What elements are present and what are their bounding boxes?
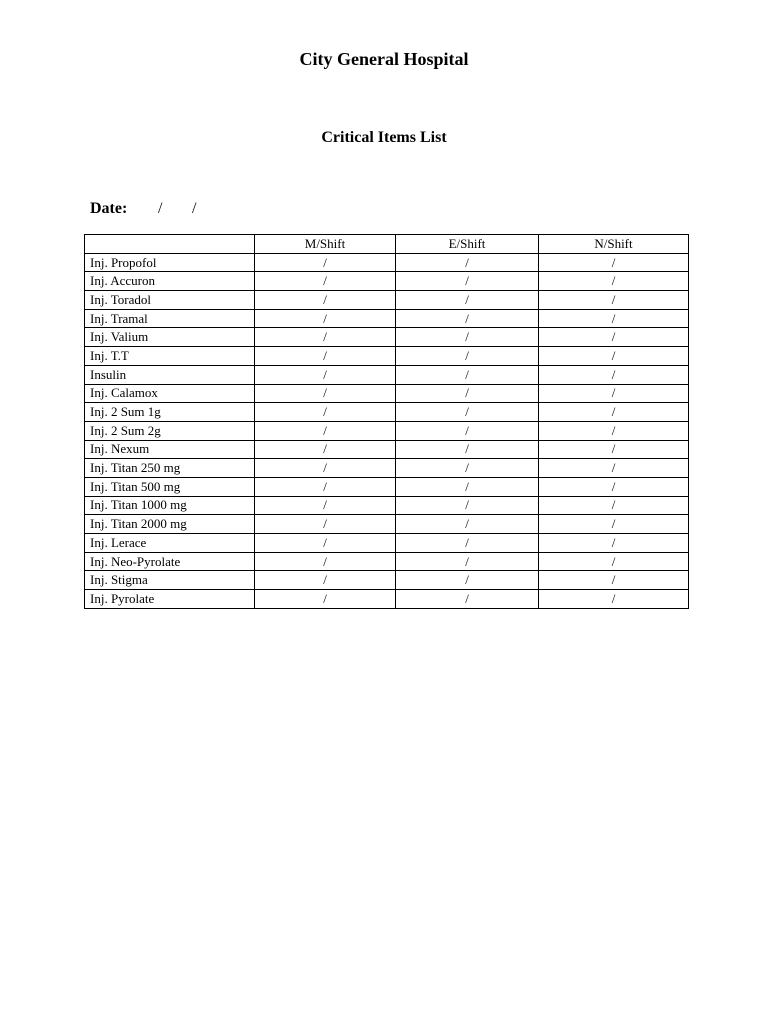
- e-shift-cell: /: [396, 328, 539, 347]
- m-shift-cell: /: [255, 403, 396, 422]
- table-row: [85, 515, 689, 534]
- n-shift-cell: /: [539, 384, 689, 403]
- table-row: [85, 384, 689, 403]
- n-shift-cell: /: [539, 403, 689, 422]
- e-shift-cell: /: [396, 459, 539, 478]
- table-header-row: [85, 235, 689, 254]
- item-name-cell: Inj. Tramal: [85, 309, 255, 328]
- table-row: [85, 440, 689, 459]
- item-name-cell: Inj. 2 Sum 1g: [85, 403, 255, 422]
- date-separator: /: [192, 200, 197, 217]
- n-shift-cell: /: [539, 571, 689, 590]
- m-shift-cell: /: [255, 496, 396, 515]
- m-shift-cell: /: [255, 365, 396, 384]
- e-shift-cell: /: [396, 477, 539, 496]
- item-name-cell: Inj. Titan 2000 mg: [85, 515, 255, 534]
- critical-items-table: [84, 234, 689, 609]
- e-shift-cell: /: [396, 534, 539, 553]
- m-shift-cell: /: [255, 459, 396, 478]
- table-row: [85, 309, 689, 328]
- n-shift-cell: /: [539, 496, 689, 515]
- e-shift-cell: /: [396, 347, 539, 366]
- header-cell-item: [85, 235, 255, 254]
- table-row: [85, 590, 689, 609]
- n-shift-cell: /: [539, 459, 689, 478]
- n-shift-cell: /: [539, 515, 689, 534]
- n-shift-cell: /: [539, 291, 689, 310]
- item-name-cell: Inj. Titan 500 mg: [85, 477, 255, 496]
- table-row: [85, 571, 689, 590]
- m-shift-cell: /: [255, 347, 396, 366]
- header-cell-m-shift: M/Shift: [255, 235, 396, 254]
- e-shift-cell: /: [396, 309, 539, 328]
- m-shift-cell: /: [255, 590, 396, 609]
- item-name-cell: Inj. Stigma: [85, 571, 255, 590]
- item-name-cell: Inj. Toradol: [85, 291, 255, 310]
- item-name-cell: Inj. Nexum: [85, 440, 255, 459]
- n-shift-cell: /: [539, 365, 689, 384]
- m-shift-cell: /: [255, 552, 396, 571]
- table-row: [85, 291, 689, 310]
- n-shift-cell: /: [539, 347, 689, 366]
- n-shift-cell: /: [539, 590, 689, 609]
- item-name-cell: Inj. Pyrolate: [85, 590, 255, 609]
- e-shift-cell: /: [396, 590, 539, 609]
- m-shift-cell: /: [255, 328, 396, 347]
- m-shift-cell: /: [255, 272, 396, 291]
- e-shift-cell: /: [396, 496, 539, 515]
- n-shift-cell: /: [539, 421, 689, 440]
- n-shift-cell: /: [539, 272, 689, 291]
- e-shift-cell: /: [396, 440, 539, 459]
- e-shift-cell: /: [396, 365, 539, 384]
- table-row: [85, 477, 689, 496]
- item-name-cell: Inj. Neo-Pyrolate: [85, 552, 255, 571]
- item-name-cell: Insulin: [85, 365, 255, 384]
- n-shift-cell: /: [539, 552, 689, 571]
- item-name-cell: Inj. Titan 250 mg: [85, 459, 255, 478]
- item-name-cell: Inj. Calamox: [85, 384, 255, 403]
- table-row: [85, 403, 689, 422]
- e-shift-cell: /: [396, 384, 539, 403]
- table-row: [85, 328, 689, 347]
- table-row: [85, 534, 689, 553]
- item-name-cell: Inj. T.T: [85, 347, 255, 366]
- e-shift-cell: /: [396, 272, 539, 291]
- header-cell-e-shift: E/Shift: [396, 235, 539, 254]
- item-name-cell: Inj. Propofol: [85, 253, 255, 272]
- item-name-cell: Inj. Titan 1000 mg: [85, 496, 255, 515]
- n-shift-cell: /: [539, 253, 689, 272]
- e-shift-cell: /: [396, 421, 539, 440]
- table-row: [85, 459, 689, 478]
- e-shift-cell: /: [396, 403, 539, 422]
- m-shift-cell: /: [255, 477, 396, 496]
- date-separator: /: [158, 200, 163, 217]
- m-shift-cell: /: [255, 309, 396, 328]
- hospital-title: City General Hospital: [299, 49, 469, 69]
- table-row: [85, 365, 689, 384]
- item-name-cell: Inj. Lerace: [85, 534, 255, 553]
- n-shift-cell: /: [539, 328, 689, 347]
- e-shift-cell: /: [396, 253, 539, 272]
- m-shift-cell: /: [255, 515, 396, 534]
- n-shift-cell: /: [539, 309, 689, 328]
- item-name-cell: Inj. Accuron: [85, 272, 255, 291]
- m-shift-cell: /: [255, 534, 396, 553]
- item-name-cell: Inj. 2 Sum 2g: [85, 421, 255, 440]
- n-shift-cell: /: [539, 440, 689, 459]
- item-name-cell: Inj. Valium: [85, 328, 255, 347]
- table-row: [85, 421, 689, 440]
- m-shift-cell: /: [255, 291, 396, 310]
- m-shift-cell: /: [255, 253, 396, 272]
- e-shift-cell: /: [396, 571, 539, 590]
- n-shift-cell: /: [539, 477, 689, 496]
- table-row: [85, 253, 689, 272]
- header-cell-n-shift: N/Shift: [539, 235, 689, 254]
- m-shift-cell: /: [255, 421, 396, 440]
- m-shift-cell: /: [255, 384, 396, 403]
- e-shift-cell: /: [396, 515, 539, 534]
- table-row: [85, 552, 689, 571]
- n-shift-cell: /: [539, 534, 689, 553]
- table-row: [85, 496, 689, 515]
- table-row: [85, 347, 689, 366]
- document-title: Critical Items List: [321, 129, 447, 146]
- m-shift-cell: /: [255, 440, 396, 459]
- table-body: [85, 253, 689, 608]
- e-shift-cell: /: [396, 291, 539, 310]
- e-shift-cell: /: [396, 552, 539, 571]
- m-shift-cell: /: [255, 571, 396, 590]
- date-label: Date:: [90, 200, 128, 217]
- table-row: [85, 272, 689, 291]
